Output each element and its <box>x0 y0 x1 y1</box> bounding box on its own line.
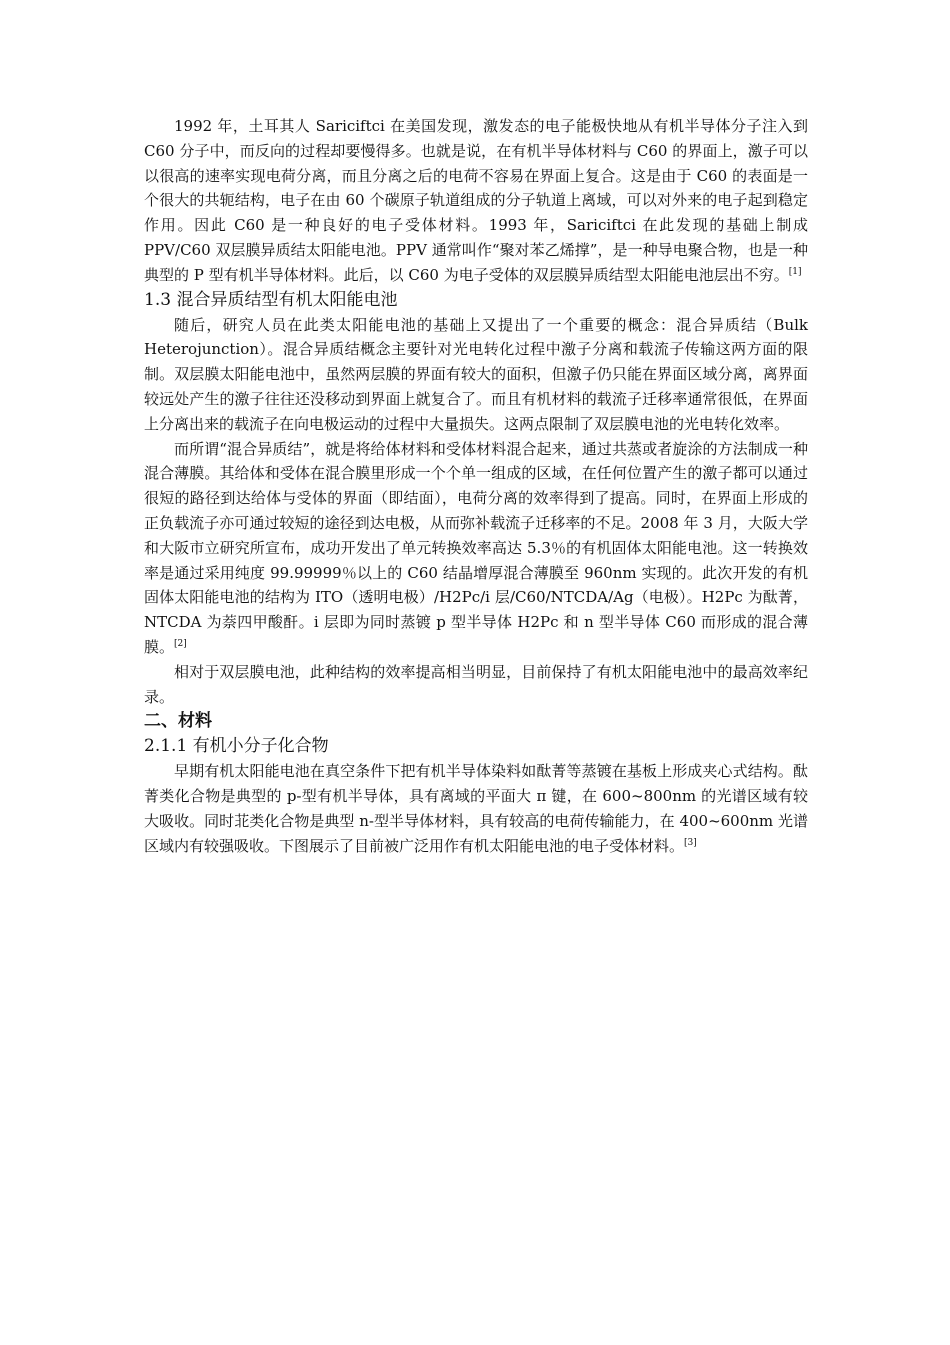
document-body <box>144 114 808 859</box>
paragraph-text: 相对于双层膜电池，此种结构的效率提高相当明显，目前保持了有机太阳能电池中的最高效率纪录。 <box>144 662 808 706</box>
citation-2: [2] <box>174 638 187 649</box>
section-heading-materials: 二、材料 <box>144 711 212 732</box>
paragraph-efficiency-record <box>144 660 808 710</box>
citation-3: [3] <box>684 837 697 848</box>
paragraph-bulk-heterojunction-intro <box>144 313 808 437</box>
citation-1: [1] <box>788 266 802 277</box>
paragraph-text: 早期有机太阳能电池在真空条件下把有机半导体染料如酞菁等蒸镀在基板上形成夹心式结构。酞菁类化合物是典型的 p-型有机半导体，具有离域的平面大 π 键，在 600~800nm 的光谱区域有较大吸收。同时苝类化合物是典型 n-型半导体材料，具有较高的电荷传输能力，在 400~600nm 光谱区域内有较强吸收。下图展示了目前被广泛用作有机太阳能电池的电子受体材料。 <box>144 762 808 855</box>
paragraph-text: 随后，研究人员在此类太阳能电池的基础上又提出了一个重要的概念：混合异质结（Bulk Heterojunction）。混合异质结概念主要针对光电转化过程中激子分离和载流子传输这两方面的限制。双层膜太阳能电池中，虽然两层膜的界面有较大的面积，但激子仍只能在界面区域分离，离界面较远处产生的激子往往还没移动到界面上就复合了。而且有机材料的载流子迁移率通常很低，在界面上分离出来的载流子在向电极运动的过程中大量损失。这两点限制了双层膜电池的光电转化效率。 <box>144 315 808 433</box>
section-heading-1-3: 1.3 混合异质结型有机太阳能电池 <box>144 289 398 310</box>
paragraph-text: 而所谓“混合异质结”，就是将给体材料和受体材料混合起来，通过共蒸或者旋涂的方法制成一种混合薄膜。其给体和受体在混合膜里形成一个个单一组成的区域，在任何位置产生的激子都可以通过很短的路径到达给体与受体的界面（即结面），电荷分离的效率得到了提高。同时，在界面上形成的正负载流子亦可通过较短的途径到达电极，从而弥补载流子迁移率的不足。2008 年 3 月，大阪大学和大阪市立研究所宣布，成功开发出了单元转换效率高达 5.3％的有机固体太阳能电池。这一转换效率是通过采用纯度 99.99999％以上的 C60 结晶增厚混合薄膜至 960nm 实现的。此次开发的有机固体太阳能电池的结构为 ITO（透明电极）/H2Pc/i 层/C60/NTCDA/Ag（电极）。H2Pc 为酞菁，NTCDA 为萘四甲酸酐。i 层即为同时蒸镀 p 型半导体 H2Pc 和 n 型半导体 C60 而形成的混合薄膜。 <box>144 439 808 656</box>
paragraph-c60-discovery <box>144 114 808 288</box>
section-heading-2-1-1: 2.1.1 有机小分子化合物 <box>144 736 329 757</box>
paragraph-small-molecules <box>144 759 808 858</box>
paragraph-bulk-heterojunction-detail <box>144 437 808 660</box>
paragraph-text: 1992 年，土耳其人 Sariciftci 在美国发现，激发态的电子能极快地从有机半导体分子注入到 C60 分子中，而反向的过程却要慢得多。也就是说，在有机半导体材料与 C60 的界面上，激子可以以很高的速率实现电荷分离，而且分离之后的电荷不容易在界面上复合。这是由于 C60 的表面是一个很大的共轭结构，电子在由 60 个碳原子轨道组成的分子轨道上离域，可以对外来的电子起到稳定作用。因此 C60 是一种良好的电子受体材料。1993 年，Sariciftci 在此发现的基础上制成 PPV/C60 双层膜异质结太阳能电池。PPV 通常叫作“聚对苯乙烯撑”，是一种导电聚合物，也是一种典型的 P 型有机半导体材料。此后，以 C60 为电子受体的双层膜异质结型太阳能电池层出不穷。 <box>144 117 808 284</box>
